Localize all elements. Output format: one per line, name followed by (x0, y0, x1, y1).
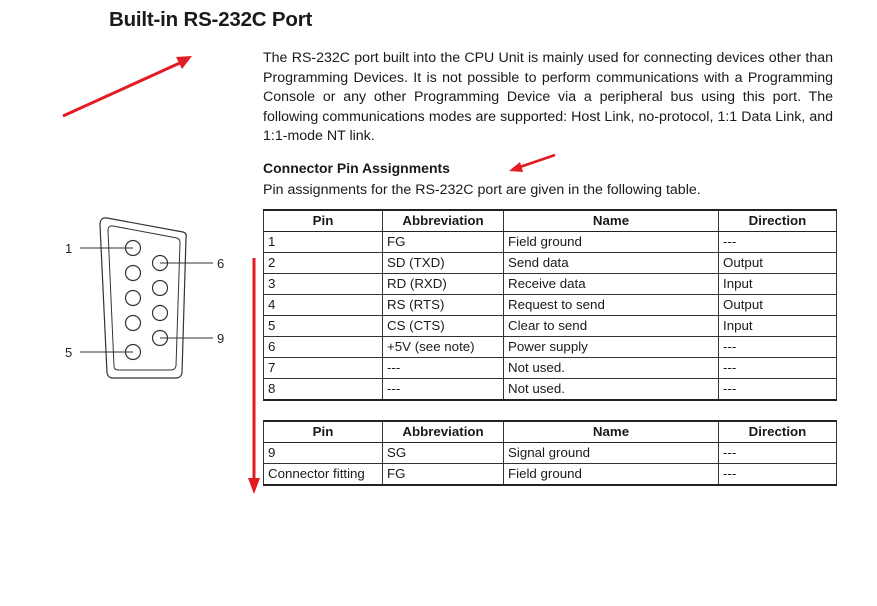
arrow-heading-shaft (517, 155, 555, 168)
cell-name: Field ground (504, 464, 719, 486)
table-row (264, 443, 837, 464)
header-pin: Pin (264, 210, 383, 232)
cell-pin: 5 (264, 316, 383, 337)
cell-abbreviation: SD (TXD) (383, 253, 504, 274)
header-name: Name (504, 421, 719, 443)
pin-label-5: 5 (65, 345, 73, 360)
header-direction: Direction (719, 421, 837, 443)
table-row (264, 358, 837, 379)
header-pin: Pin (264, 421, 383, 443)
cell-direction: Output (719, 295, 837, 316)
cell-pin: Connector fitting (264, 464, 383, 486)
cell-pin: 1 (264, 232, 383, 253)
table-row (264, 253, 837, 274)
cell-name: Not used. (504, 379, 719, 401)
table-row (264, 337, 837, 358)
cell-name: Not used. (504, 358, 719, 379)
cell-abbreviation: --- (383, 379, 504, 401)
page-title: Built-in RS-232C Port (109, 8, 313, 31)
section-heading: Connector Pin Assignments (263, 160, 450, 176)
pin-label-1: 1 (65, 241, 73, 256)
cell-pin: 2 (264, 253, 383, 274)
cell-direction: --- (719, 443, 837, 464)
table-row (264, 316, 837, 337)
cell-pin: 9 (264, 443, 383, 464)
header-direction: Direction (719, 210, 837, 232)
table-row (264, 274, 837, 295)
cell-name: Request to send (504, 295, 719, 316)
cell-abbreviation: RS (RTS) (383, 295, 504, 316)
intro-paragraph: The RS-232C port built into the CPU Unit is mainly used for connecting devices other than Programming Devices. It is not possible to perform communications with a Programming Console or any other Programming Device via a peripheral bus using this port. The following communications modes are supported: Host Link, no-protocol, 1:1 Data Link, and 1:1-mode NT link. (263, 50, 833, 145)
cell-name: Receive data (504, 274, 719, 295)
cell-abbreviation: RD (RXD) (383, 274, 504, 295)
cell-abbreviation: CS (CTS) (383, 316, 504, 337)
header-abbreviation: Abbreviation (383, 210, 504, 232)
cell-direction: --- (719, 358, 837, 379)
table-header-row (264, 210, 837, 232)
pin-label-6: 6 (217, 256, 225, 271)
connector-shell-inner (108, 226, 180, 370)
cell-name: Clear to send (504, 316, 719, 337)
cell-pin: 6 (264, 337, 383, 358)
cell-name: Send data (504, 253, 719, 274)
cell-abbreviation: --- (383, 358, 504, 379)
pin-hole-7 (153, 281, 168, 296)
table-row (264, 379, 837, 401)
pin-hole-3 (126, 291, 141, 306)
cell-direction: --- (719, 464, 837, 486)
arrow-upper-shaft (63, 62, 182, 116)
cell-pin: 3 (264, 274, 383, 295)
cell-pin: 7 (264, 358, 383, 379)
cell-abbreviation: SG (383, 443, 504, 464)
cell-pin: 4 (264, 295, 383, 316)
pin-hole-2 (126, 266, 141, 281)
cell-direction: Input (719, 274, 837, 295)
cell-pin: 8 (264, 379, 383, 401)
cell-abbreviation: +5V (see note) (383, 337, 504, 358)
cell-name: Signal ground (504, 443, 719, 464)
cell-direction: --- (719, 379, 837, 401)
cell-abbreviation: FG (383, 464, 504, 486)
cell-abbreviation: FG (383, 232, 504, 253)
cell-name: Field ground (504, 232, 719, 253)
cell-direction: --- (719, 232, 837, 253)
table-row (264, 295, 837, 316)
table-row (264, 232, 837, 253)
arrow-down-head (248, 478, 260, 494)
table-row (264, 464, 837, 486)
table-lead-text: Pin assignments for the RS-232C port are given in the following table. (263, 182, 701, 198)
header-name: Name (504, 210, 719, 232)
arrow-heading-head (509, 162, 523, 172)
cell-direction: --- (719, 337, 837, 358)
table-header-row (264, 421, 837, 443)
pin-assignment-table (263, 209, 837, 401)
pin-assignment-table-continued (263, 420, 837, 486)
cell-direction: Output (719, 253, 837, 274)
pin-hole-4 (126, 316, 141, 331)
header-abbreviation: Abbreviation (383, 421, 504, 443)
pin-hole-8 (153, 306, 168, 321)
connector-shell-outer (100, 218, 186, 378)
cell-direction: Input (719, 316, 837, 337)
pin-label-9: 9 (217, 331, 225, 346)
cell-name: Power supply (504, 337, 719, 358)
